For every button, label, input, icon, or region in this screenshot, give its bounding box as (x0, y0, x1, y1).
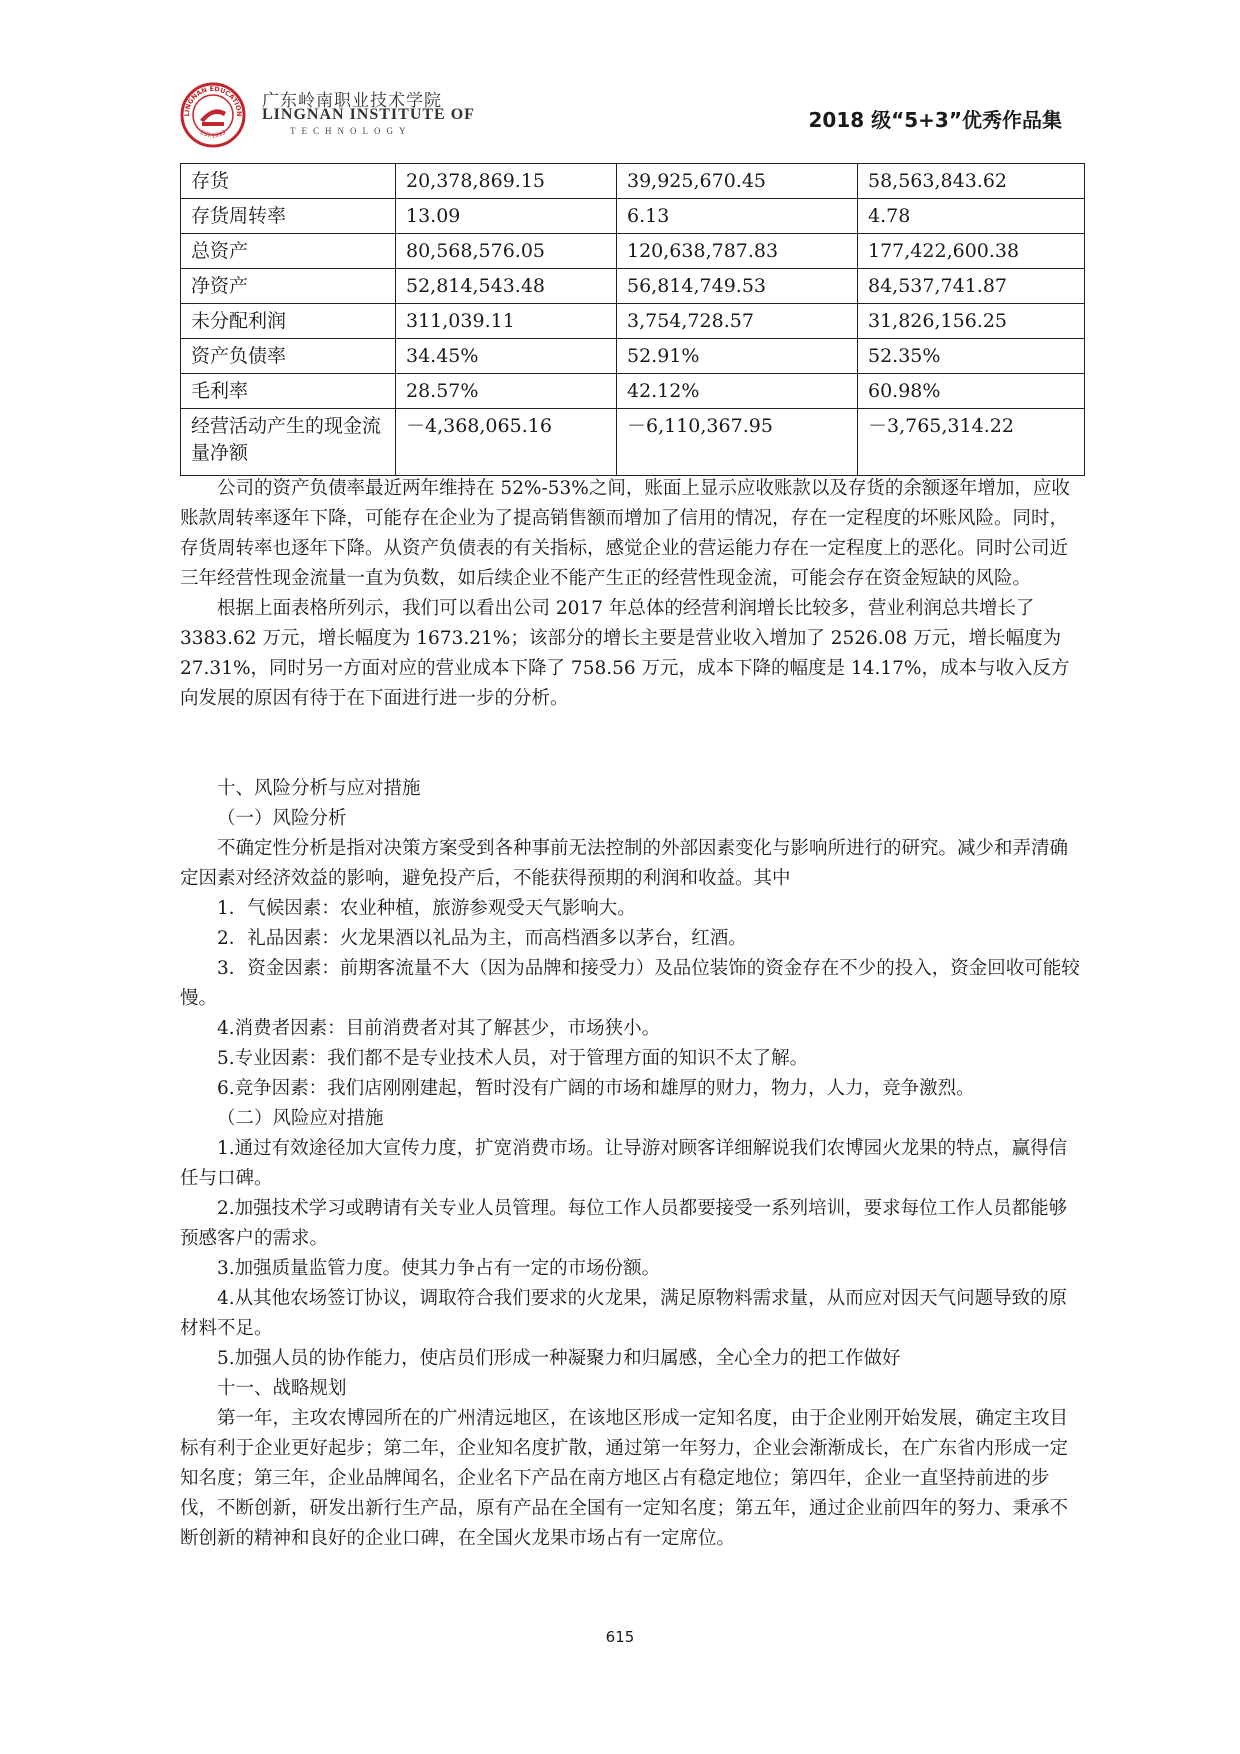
table-cell: 58,563,843.62 (858, 164, 1085, 199)
list-item: 5.专业因素：我们都不是专业技术人员，对于管理方面的知识不太了解。 (217, 1048, 809, 1069)
table-cell: 120,638,787.83 (617, 234, 858, 269)
table-cell: 资产负债率 (181, 339, 396, 374)
table-cell: 6.13 (617, 199, 858, 234)
table-cell: 60.98% (858, 374, 1085, 409)
table-cell: 34.45% (396, 339, 617, 374)
table-row (181, 199, 1085, 234)
table-cell: 3,754,728.57 (617, 304, 858, 339)
table-cell: 42.12% (617, 374, 858, 409)
paragraph: 根据上面表格所列示，我们可以看出公司 2017 年总体的经营利润增长比较多，营业利润总共增长了 3383.62 万元，增长幅度为 1673.21%；该部分的增长主要是营业收入增加了 2526.08 万元，增长幅度为 27.31%，同时另一方面对应的营业成本下降了 758.56 万元，成本下降的幅度是 14.17%，成本与收入反方向发展的原因有待于在下面进行进一步的分析。 (180, 598, 1070, 709)
financial-table (180, 163, 1085, 476)
paragraph: 第一年，主攻农博园所在的广州清远地区，在该地区形成一定知名度，由于企业刚开始发展，确定主攻目标有利于企业更好起步；第二年，企业知名度扩散，通过第一年努力，企业会渐渐成长，在广东省内形成一定知名度；第三年，企业品牌闻名，企业名下产品在南方地区占有稳定地位；第四年，企业一直坚持前进的步伐，不断创新，研发出新行生产品，原有产品在全国有一定知名度；第五年，通过企业前四年的努力、秉承不断创新的精神和良好的企业口碑，在全国火龙果市场占有一定席位。 (180, 1408, 1069, 1549)
section-heading: 十、风险分析与应对措施 (217, 778, 421, 799)
table-row (181, 269, 1085, 304)
table-cell: 总资产 (181, 234, 396, 269)
list-item: 6.竞争因素：我们店刚刚建起，暂时没有广阔的市场和雄厚的财力，物力，人力，竞争激烈。 (217, 1078, 975, 1099)
list-item: 4.消费者因素：目前消费者对其了解甚少，市场狭小。 (217, 1018, 661, 1039)
list-item: 3．资金因素：前期客流量不大（因为品牌和接受力）及品位装饰的资金存在不少的投入，资金回收可能较慢。 (180, 958, 1080, 1009)
subsection-heading: （一）风险分析 (217, 808, 347, 829)
school-name-en: LINGNAN INSTITUTE OF (262, 106, 475, 123)
table-cell: 13.09 (396, 199, 617, 234)
page-header (0, 0, 1240, 160)
document-body (180, 474, 1080, 1554)
table-cell: 311,039.11 (396, 304, 617, 339)
table-row (181, 339, 1085, 374)
table-row (181, 409, 1085, 476)
table-cell: 39,925,670.45 (617, 164, 858, 199)
page-number: 615 (605, 1628, 635, 1646)
table-cell: 84,537,741.87 (858, 269, 1085, 304)
table-cell: 20,378,869.15 (396, 164, 617, 199)
svg-text:EST.1993 (199, 129, 227, 140)
table-cell: 28.57% (396, 374, 617, 409)
table-row (181, 304, 1085, 339)
section-heading: 十一、战略规划 (217, 1378, 347, 1399)
table-cell: －6,110,367.95 (617, 409, 858, 476)
table-cell: 4.78 (858, 199, 1085, 234)
list-item: 4.从其他农场签订协议，调取符合我们要求的火龙果，满足原物料需求量，从而应对因天气问题导致的原材料不足。 (180, 1288, 1068, 1339)
table-cell: 52.91% (617, 339, 858, 374)
table-cell: 净资产 (181, 269, 396, 304)
table-cell: 52,814,543.48 (396, 269, 617, 304)
list-item: 1.通过有效途径加大宣传力度，扩宽消费市场。让导游对顾客详细解说我们农博园火龙果的特点，赢得信任与口碑。 (180, 1138, 1068, 1189)
table-row (181, 374, 1085, 409)
school-name-cn: 广东岭南职业技术学院 (262, 91, 442, 111)
table-cell: －4,368,065.16 (396, 409, 617, 476)
table-row (181, 164, 1085, 199)
list-item: 1．气候因素：农业种植，旅游参观受天气影响大。 (217, 898, 636, 919)
list-item: 5.加强人员的协作能力，使店员们形成一种凝聚力和归属感，全心全力的把工作做好 (217, 1348, 901, 1369)
table-row (181, 234, 1085, 269)
table-cell: －3,765,314.22 (858, 409, 1085, 476)
table-cell: 80,568,576.05 (396, 234, 617, 269)
logo-ring-text: LINGNAN EDUCATION (182, 84, 244, 117)
table-cell: 未分配利润 (181, 304, 396, 339)
logo-est-text: EST.1993 (198, 128, 228, 140)
table-cell: 毛利率 (181, 374, 396, 409)
table-cell: 存货周转率 (181, 199, 396, 234)
table-cell: 31,826,156.25 (858, 304, 1085, 339)
school-logo-icon (180, 82, 246, 148)
table-cell: 177,422,600.38 (858, 234, 1085, 269)
table-cell: 经营活动产生的现金流量净额 (181, 409, 396, 476)
list-item: 2．礼品因素：火龙果酒以礼品为主，而高档酒多以茅台，红酒。 (217, 928, 747, 949)
collection-title: 2018 级“5+3”优秀作品集 (808, 108, 1062, 132)
school-name-en-line2: TECHNOLOGY (290, 126, 412, 136)
table-cell: 52.35% (858, 339, 1085, 374)
list-item: 2.加强技术学习或聘请有关专业人员管理。每位工作人员都要接受一系列培训，要求每位工作人员都能够预感客户的需求。 (180, 1198, 1068, 1249)
table-cell: 56,814,749.53 (617, 269, 858, 304)
table-cell: 存货 (181, 164, 396, 199)
paragraph: 公司的资产负债率最近两年维持在 52%-53%之间，账面上显示应收账款以及存货的余额逐年增加，应收账款周转率逐年下降，可能存在企业为了提高销售额而增加了信用的情况，存在一定程度的坏账风险。同时，存货周转率也逐年下降。从资产负债表的有关指标，感觉企业的营运能力存在一定程度上的恶化。同时公司近三年经营性现金流量一直为负数，如后续企业不能产生正的经营性现金流，可能会存在资金短缺的风险。 (180, 478, 1070, 589)
subsection-heading: （二）风险应对措施 (217, 1108, 384, 1129)
list-item: 3.加强质量监管力度。使其力争占有一定的市场份额。 (217, 1258, 661, 1279)
paragraph: 不确定性分析是指对决策方案受到各种事前无法控制的外部因素变化与影响所进行的研究。减少和弄清确定因素对经济效益的影响，避免投产后，不能获得预期的利润和收益。其中 (180, 838, 1069, 889)
